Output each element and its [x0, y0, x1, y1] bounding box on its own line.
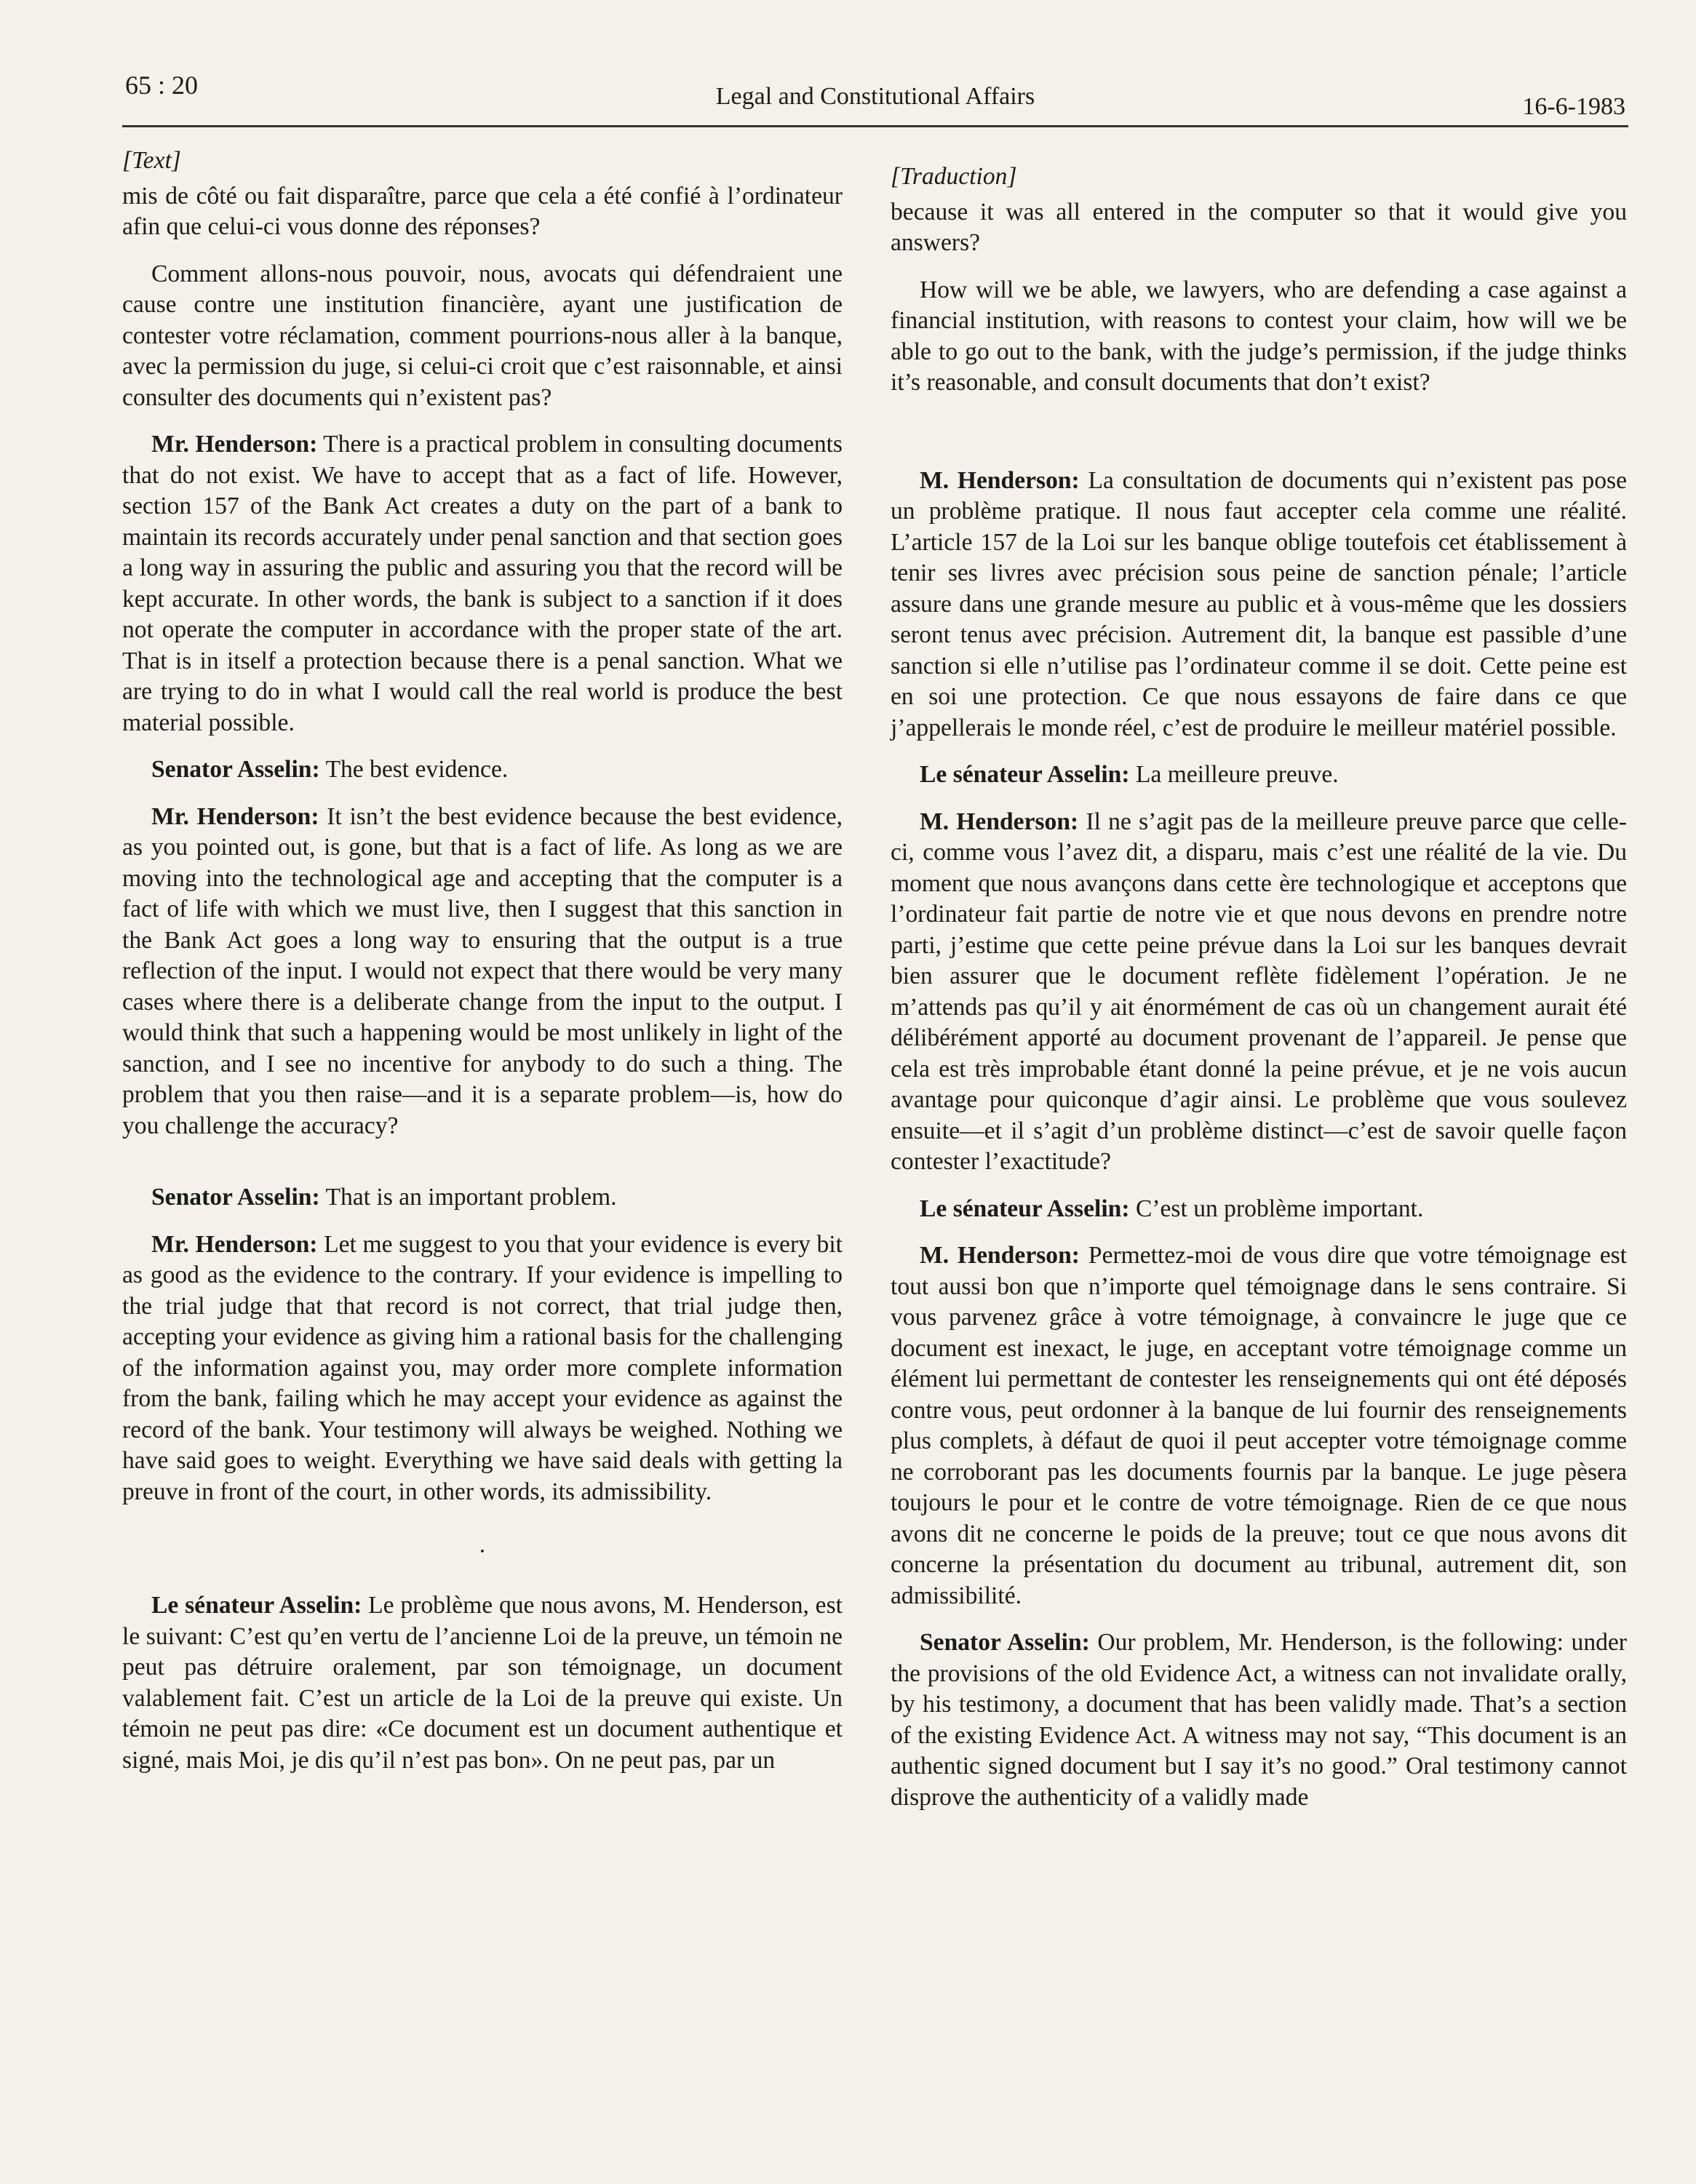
speaker-label: Senator Asselin:: [920, 1629, 1090, 1656]
paragraph: [891, 1627, 1627, 1813]
paragraph: [891, 760, 1627, 791]
speech-text: La consultation de documents qui n’existent pas pose un problème pratique. Il nous faut accepter cela comme une réalité. L’article 157 de la Loi sur les banque oblige toutefois cet établissement à tenir ses livres avec précision sous peine de sanction pénale; l’article assure dans une grande mesure au public et à vous-même que les dossiers seront tenus avec précision. Autrement dit, la banque est passible d’une sanction si elle n’utilise pas l’ordinateur comme il se doit. Cette peine est en soi une protection. Ce que nous essayons de faire dans ce que j’appellerais le monde réel, c’est de produire le meilleur matériel possible.: [891, 466, 1627, 741]
paragraph: [122, 1182, 843, 1213]
paragraph: How will we be able, we lawyers, who are defending a case against a financial institution, with reasons to contest your claim, how will we be able to go out to the bank, with the judge’s permission, if the judge thinks it’s reasonable, and consult documents that don’t exist?: [891, 276, 1627, 396]
running-title: Legal and Constitutional Affairs: [715, 83, 1035, 110]
speech-text: Permettez-moi de vous dire que votre témoignage est tout aussi bon que n’importe quel témoignage dans le sens contraire. Si vous parvenez grâce à votre témoignage, à convaincre le juge que ce document est inexact, le juge, en acceptant votre témoignage comme un élément lui permettant de contester les renseignements qui ont été déposés contre vous, peut ordonner à la banque de lui fournir des renseignements plus complets, à défaut de quoi il peut accepter votre témoignage comme ne corroborant pas les documents fournis par la banque. Le juge pèsera toujours le pour et le contre de votre témoignage. Rien de ce que nous avons dit ne concerne le poids de la preuve; tout ce que nous avons dit concerne la présentation du document au tribunal, autrement dit, son admissibilité.: [891, 1242, 1627, 1609]
paragraph: because it was all entered in the computer so that it would give you answers?: [891, 198, 1627, 256]
speaker-label: M. Henderson:: [920, 1242, 1080, 1269]
paragraph: [122, 429, 843, 738]
speaker-label: Le sénateur Asselin:: [151, 1592, 362, 1619]
speech-text: Il ne s’agit pas de la meilleure preuve parce que celle-ci, comme vous l’avez dit, a disparu, mais c’est une réalité de la vie. Du moment que nous avançons dans cette ère technologique et acceptons que l’ordinateur fait partie de notre vie et que nous devons en prendre notre parti, j’estime que cette peine prévue dans la Loi sur les banques devrait bien assurer que le document reflète fidèlement l’opération. Je ne m’attends pas qu’il y ait énormément de cas où un changement aurait été délibérément apporté au document provenant de l’appareil. Je pense que cela est très improbable étant donné la peine prévue, et je ne vois aucun avantage pour quiconque d’agir ainsi. Le problème que vous soulevez ensuite—et il s’agit d’un problème distinct—c’est de savoir quelle façon contester l’exactitude?: [891, 808, 1627, 1175]
speaker-label: Senator Asselin:: [151, 1184, 320, 1211]
paragraph: [891, 1194, 1627, 1225]
left-column-english: [122, 146, 843, 1792]
speaker-label: M. Henderson:: [920, 466, 1080, 494]
paragraph: [122, 802, 843, 1142]
speech-text: Let me suggest to you that your evidence is every bit as good as the evidence to the contrary. If your evidence is impelling to the trial judge that that record is not correct, that trial judge then, accepting your evidence as giving him a rational basis for the challenging of the information against you, may order more complete information from the bank, failing which he may accept your evidence as against the record of the bank. Your testimony will always be weighed. Nothing we have said goes to weight. Everything we have said deals with getting la preuve in front of the court, in other words, its admissibility.: [122, 1230, 843, 1505]
speaker-label: M. Henderson:: [920, 808, 1079, 835]
speech-text: La meilleure preuve.: [1135, 761, 1339, 788]
speaker-label: Mr. Henderson:: [151, 1230, 318, 1258]
header-date: 16-6-1983: [1522, 93, 1625, 120]
right-column-translation: [891, 162, 1627, 1829]
speaker-label: Mr. Henderson:: [151, 802, 319, 830]
speaker-label: Le sénateur Asselin:: [920, 761, 1130, 788]
speech-text: There is a practical problem in consulting documents that do not exist. We have to accept that as a fact of life. However, section 157 of the Bank Act creates a duty on the part of a bank to maintain its records accurately under penal sanction and that section goes a long way in assuring the public and assuring you that the record will be kept accurate. In other words, the bank is subject to a sanction if it does not operate the computer in accordance with the proper state of the art. That is in itself a protection because there is a penal sanction. What we are trying to do in what I would call the real world is produce the best material possible.: [122, 431, 843, 736]
paragraph: [891, 466, 1627, 744]
section-separator: ·: [478, 1538, 487, 1565]
paragraph: [122, 1230, 843, 1508]
paragraph: mis de côté ou fait disparaître, parce que cela a été confié à l’ordinateur afin que celui-ci vous donne des réponses?: [122, 182, 843, 240]
speaker-label: Mr. Henderson:: [151, 431, 318, 458]
speaker-label: Le sénateur Asselin:: [920, 1195, 1130, 1222]
paragraph: [122, 754, 843, 786]
speech-text: It isn’t the best evidence because the best evidence, as you pointed out, is gone, but that is a fact of life. As long as we are moving into the technological age and accepting that the computer is a fact of life with which we must live, then I suggest that this sanction in the Bank Act goes a long way to ensuring that the output is a true reflection of the input. I would not expect that there would be very many cases where there is a deliberate change from the input to the output. I would think that such a happening would be most unlikely in light of the sanction, and I see no incentive for anybody to do such a thing. The problem that you then raise—and it is a separate problem—is, how do you challenge the accuracy?: [122, 802, 843, 1139]
speaker-label: Senator Asselin:: [151, 756, 320, 783]
speech-text: Le problème que nous avons, M. Henderson, est le suivant: C’est qu’en vertu de l’ancienne Loi de la preuve, un témoin ne peut pas détruire oralement, par son témoignage, un document valablement fait. C’est un article de la Loi de la preuve qui existe. Un témoin ne peut pas dire: «Ce document est un document authentique et signé, mais Moi, je dis qu’il n’est pas bon». On ne peut pas, par un: [122, 1592, 843, 1774]
paragraph: [891, 1240, 1627, 1611]
paragraph: [122, 1590, 843, 1776]
speech-text: C’est un problème important.: [1135, 1195, 1424, 1222]
translation-tag: [Traduction]: [891, 163, 1017, 190]
page-number: 65 : 20: [125, 71, 199, 100]
text-tag: [Text]: [122, 147, 181, 174]
page-header: [122, 68, 1628, 127]
paragraph: [891, 807, 1627, 1178]
speech-text: That is an important problem.: [325, 1184, 617, 1211]
speech-text: The best evidence.: [325, 756, 509, 783]
paragraph: Comment allons-nous pouvoir, nous, avocats qui défendraient une cause contre une institution financière, ayant une justification de contester votre réclamation, comment pourrions-nous aller à la banque, avec la permission du juge, si celui-ci croit que c’est raisonnable, et ainsi consulter des documents qui n’existent pas?: [122, 260, 843, 411]
speech-text: Our problem, Mr. Henderson, is the following: under the provisions of the old Evidence Act, a witness can not invalidate orally, by his testimony, a document that has been validly made. That’s a section of the existing Evidence Act. A witness may not say, “This document is an authentic signed document but I say it’s no good.” Oral testimony cannot disprove the authenticity of a validly made: [891, 1629, 1627, 1811]
